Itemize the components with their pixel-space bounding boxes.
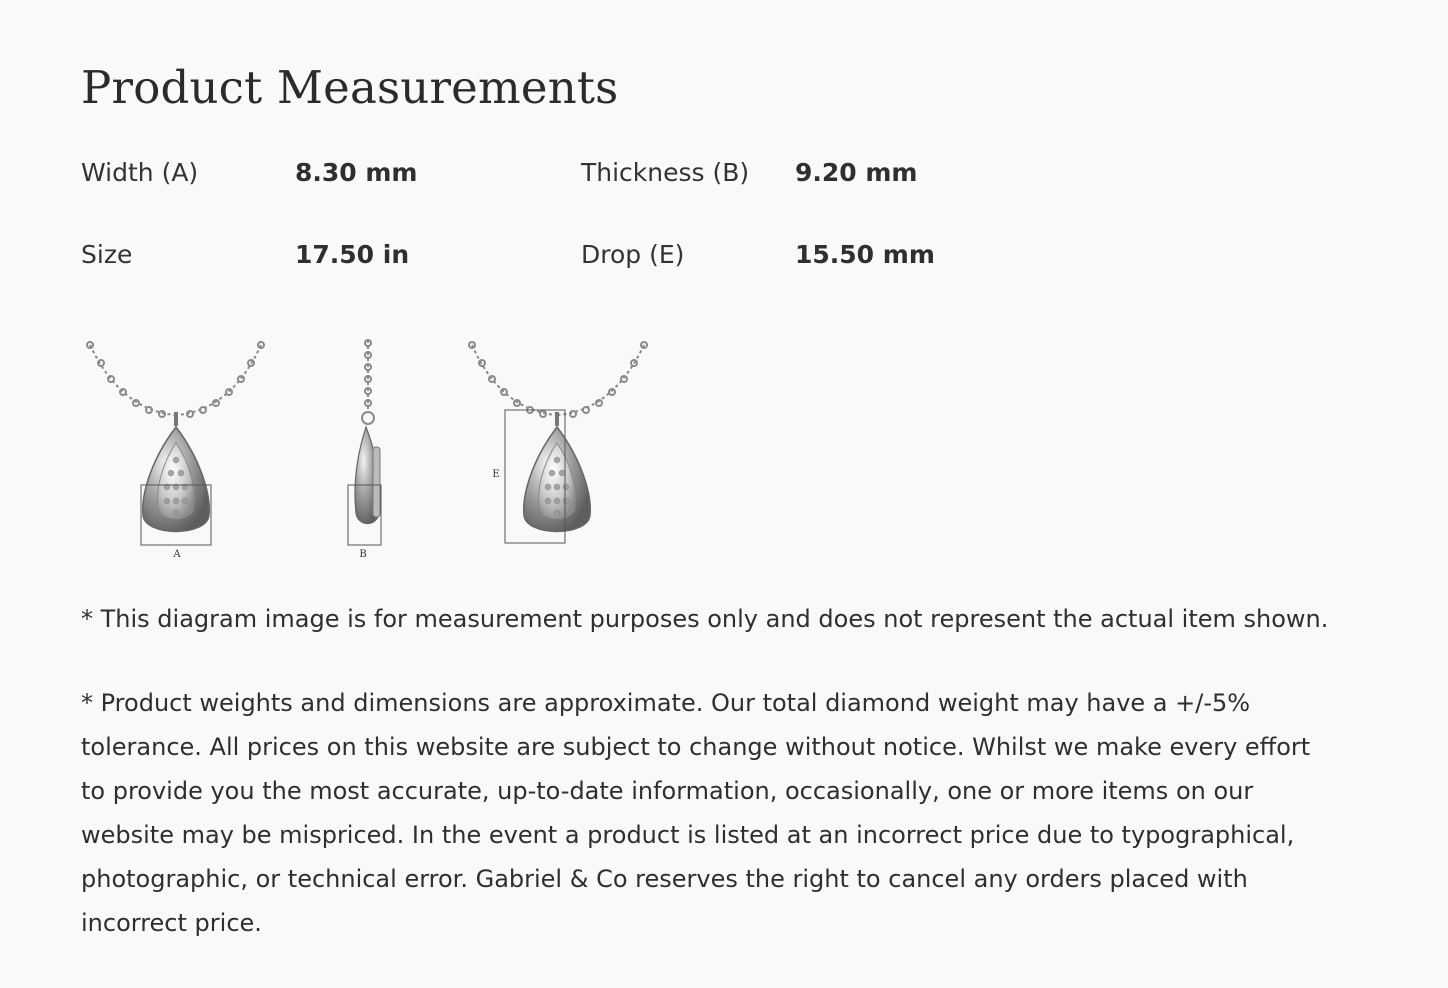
front-chain — [87, 342, 264, 417]
drop-label: Drop (E) — [581, 240, 685, 269]
pendant-diagram-svg — [81, 335, 681, 565]
width-value: 8.30 mm — [295, 158, 418, 187]
disclaimer-line: * Product weights and dimensions are approximate. Our total diamond weight may have a +/-5% — [81, 689, 1251, 717]
measurements-grid — [81, 150, 981, 280]
disclaimer-line: tolerance. All prices on this website are subject to change without notice. Whilst we make every effort — [81, 733, 1311, 761]
disclaimer-text — [81, 681, 1371, 945]
disclaimer-line: website may be mispriced. In the event a product is listed at an incorrect price due to typographical, — [81, 821, 1295, 849]
drop-value: 15.50 mm — [795, 240, 935, 269]
disclaimer-line: incorrect price. — [81, 909, 262, 937]
diagram-note: * This diagram image is for measurement purposes only and does not represent the actual item shown. — [81, 605, 1329, 633]
width-label: Width (A) — [81, 158, 199, 187]
dimension-b-label: B — [359, 549, 367, 560]
measurement-diagram — [81, 335, 681, 565]
dimension-a-label: A — [173, 549, 181, 560]
disclaimer-line: photographic, or technical error. Gabriel & Co reserves the right to cancel any orders placed with — [81, 865, 1248, 893]
thickness-value: 9.20 mm — [795, 158, 918, 187]
front-view-pendant — [87, 342, 264, 560]
disclaimer-line: to provide you the most accurate, up-to-date information, occasionally, one or more items on our — [81, 777, 1254, 805]
dimension-e-label: E — [492, 469, 500, 480]
side-view-pendant — [348, 340, 381, 560]
thickness-label: Thickness (B) — [581, 158, 750, 187]
drop-view-pendant — [469, 342, 647, 543]
size-value: 17.50 in — [295, 240, 410, 269]
size-label: Size — [81, 240, 133, 269]
section-title: Product Measurements — [81, 61, 619, 114]
